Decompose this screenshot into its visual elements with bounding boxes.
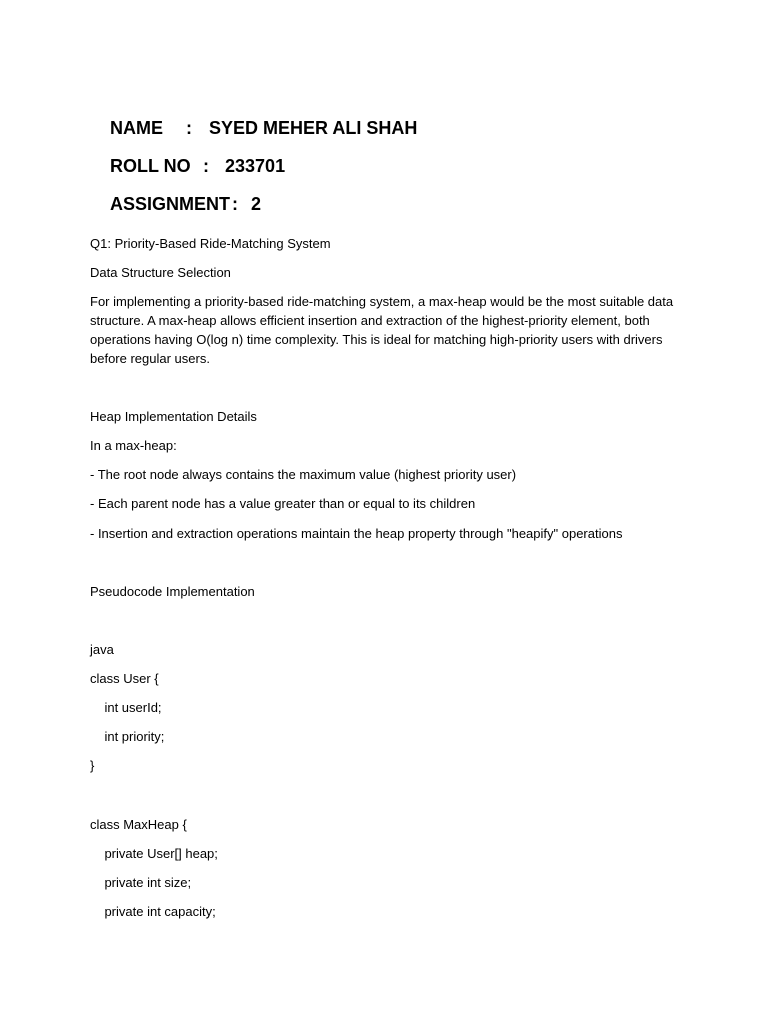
assignment-separator: : bbox=[232, 194, 239, 214]
paragraph-line: operations having O(log n) time complexity. This is ideal for matching high-priority users with drivers bbox=[90, 332, 663, 347]
in-max-heap-text: In a max-heap: bbox=[90, 438, 177, 453]
code-line: class MaxHeap { bbox=[90, 817, 187, 832]
code-line: int priority; bbox=[90, 729, 165, 744]
code-line: private int capacity; bbox=[90, 904, 216, 919]
section-pseudocode: Pseudocode Implementation bbox=[90, 584, 255, 599]
bullet-item: - The root node always contains the maximum value (highest priority user) bbox=[90, 467, 517, 482]
bullet-item: - Insertion and extraction operations maintain the heap property through "heapify" operations bbox=[90, 526, 623, 541]
paragraph-line: structure. A max-heap allows efficient insertion and extraction of the highest-priority element, both bbox=[90, 313, 650, 328]
roll-separator: : bbox=[203, 156, 210, 176]
section-data-structure: Data Structure Selection bbox=[90, 265, 231, 280]
paragraph-line: before regular users. bbox=[90, 351, 210, 366]
code-line: private int size; bbox=[90, 875, 192, 890]
assignment-value: 2 bbox=[251, 194, 262, 214]
section-heap-details: Heap Implementation Details bbox=[90, 409, 257, 424]
paragraph-line: For implementing a priority-based ride-matching system, a max-heap would be the most suitable data bbox=[90, 294, 674, 309]
name-label: NAME bbox=[110, 118, 164, 138]
roll-value: 233701 bbox=[225, 156, 286, 176]
code-line: class User { bbox=[90, 671, 159, 686]
name-separator: : bbox=[186, 118, 193, 138]
q1-title: Q1: Priority-Based Ride-Matching System bbox=[90, 236, 331, 251]
bullet-item: - Each parent node has a value greater than or equal to its children bbox=[90, 496, 476, 511]
roll-label: ROLL NO bbox=[110, 156, 191, 176]
code-line: java bbox=[90, 642, 114, 657]
paragraph-ds-selection bbox=[90, 292, 680, 368]
code-line: private User[] heap; bbox=[90, 846, 218, 861]
code-line: } bbox=[90, 758, 95, 773]
code-line: int userId; bbox=[90, 700, 162, 715]
name-value: SYED MEHER ALI SHAH bbox=[209, 118, 418, 138]
assignment-label: ASSIGNMENT bbox=[110, 194, 231, 214]
assignment-line bbox=[90, 171, 261, 237]
